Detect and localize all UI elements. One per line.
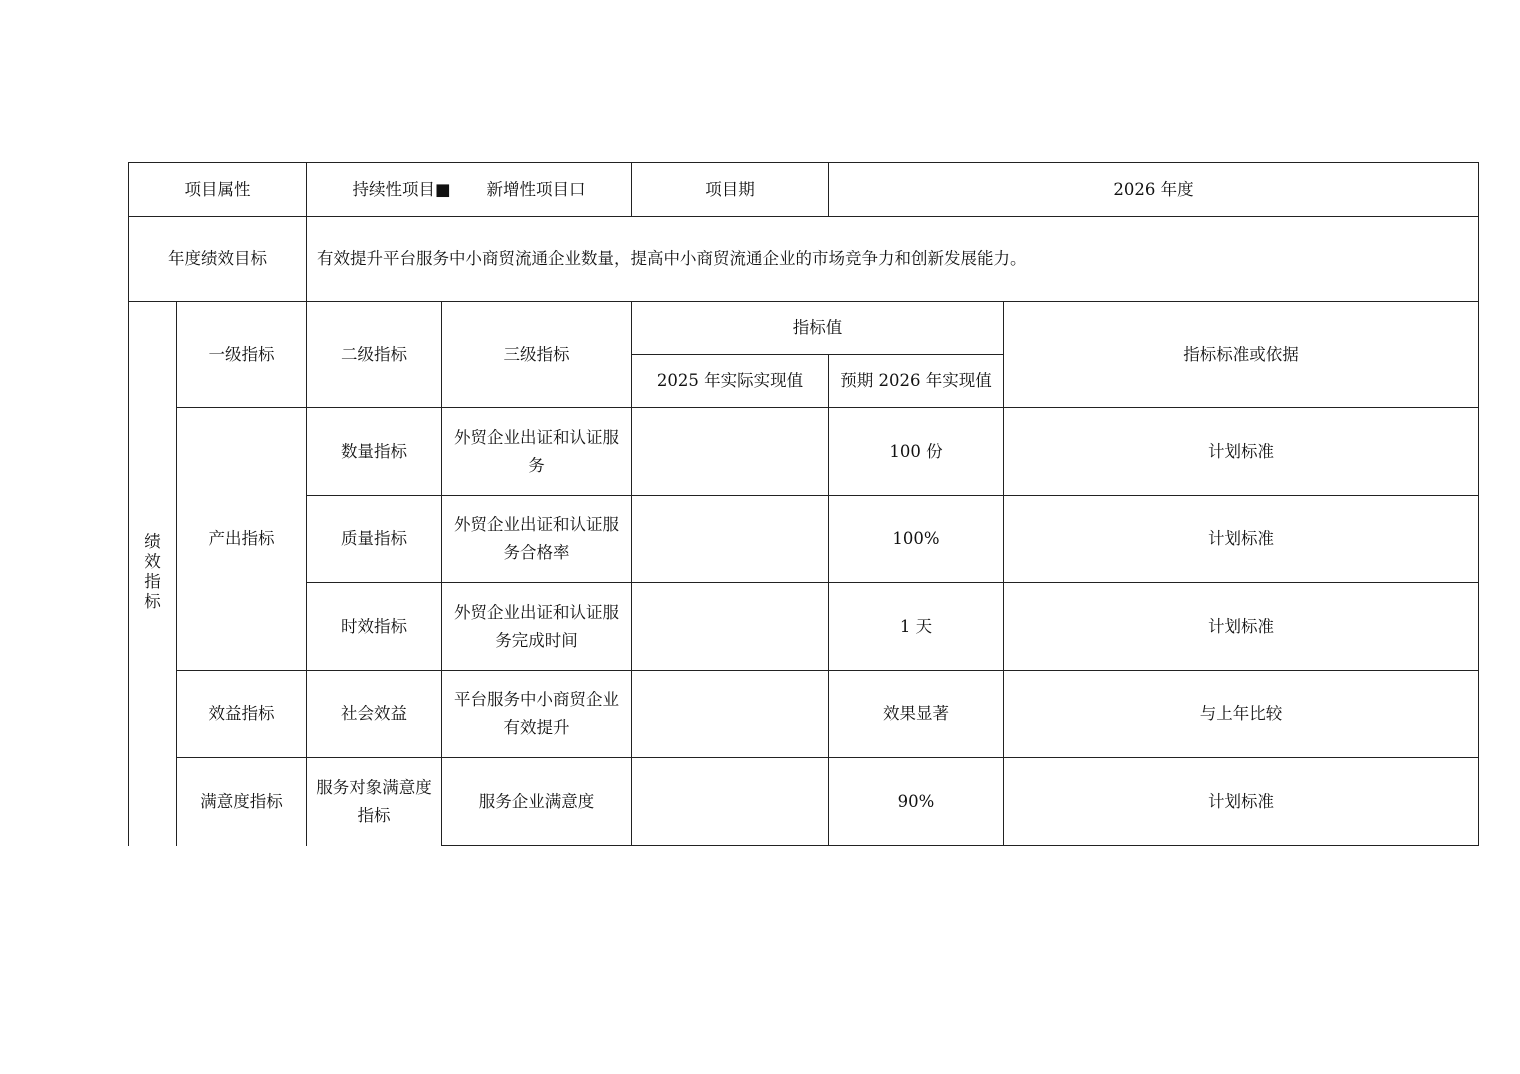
header-actual-2025: 2025 年实际实现值 — [632, 355, 829, 408]
row-level3: 外贸企业出证和认证服务合格率 — [442, 496, 632, 583]
attr-label: 项目属性 — [129, 163, 307, 217]
row-level1: 产出指标 — [177, 408, 307, 671]
header-level2: 二级指标 — [307, 302, 442, 408]
table-row — [129, 583, 1479, 671]
row-actual — [632, 408, 829, 496]
table-row — [129, 671, 1479, 758]
row-standard: 与上年比较 — [1004, 671, 1479, 758]
row-expected: 1 天 — [829, 583, 1004, 671]
attr-new: 新增性项目口 — [486, 179, 586, 199]
performance-table — [128, 162, 1479, 846]
row-expected: 100% — [829, 496, 1004, 583]
row-level1: 满意度指标 — [177, 758, 307, 846]
period-value: 2026 年度 — [829, 163, 1479, 217]
row-expected: 100 份 — [829, 408, 1004, 496]
row-level3: 服务企业满意度 — [442, 758, 632, 846]
row-level2: 数量指标 — [307, 408, 442, 496]
section-label: 绩效指标 — [144, 531, 161, 611]
row-expected: 90% — [829, 758, 1004, 846]
row-expected: 效果显著 — [829, 671, 1004, 758]
row-level3: 平台服务中小商贸企业有效提升 — [442, 671, 632, 758]
row-standard: 计划标准 — [1004, 408, 1479, 496]
row-level2: 服务对象满意度指标 — [307, 758, 442, 846]
attr-options — [307, 163, 632, 217]
table-row — [129, 758, 1479, 846]
row-actual — [632, 671, 829, 758]
row-standard: 计划标准 — [1004, 496, 1479, 583]
row-actual — [632, 583, 829, 671]
header-indicator-value: 指标值 — [632, 302, 1004, 355]
header-standard: 指标标准或依据 — [1004, 302, 1479, 408]
row-standard: 计划标准 — [1004, 583, 1479, 671]
row-level3: 外贸企业出证和认证服务 — [442, 408, 632, 496]
row-level1: 效益指标 — [177, 671, 307, 758]
row-level2: 质量指标 — [307, 496, 442, 583]
table-row — [129, 496, 1479, 583]
row-actual — [632, 758, 829, 846]
row-level2: 时效指标 — [307, 583, 442, 671]
attr-continuing: 持续性项目■ — [352, 179, 451, 199]
row-level2: 社会效益 — [307, 671, 442, 758]
table-row — [129, 408, 1479, 496]
section-label-cell — [129, 302, 177, 846]
goal-text: 有效提升平台服务中小商贸流通企业数量，提高中小商贸流通企业的市场竞争力和创新发展能力。 — [307, 217, 1479, 302]
period-label: 项目期 — [632, 163, 829, 217]
row-standard: 计划标准 — [1004, 758, 1479, 846]
goal-label: 年度绩效目标 — [129, 217, 307, 302]
header-level3: 三级指标 — [442, 302, 632, 408]
header-level1: 一级指标 — [177, 302, 307, 408]
row-level3: 外贸企业出证和认证服务完成时间 — [442, 583, 632, 671]
row-actual — [632, 496, 829, 583]
header-expected-2026: 预期 2026 年实现值 — [829, 355, 1004, 408]
